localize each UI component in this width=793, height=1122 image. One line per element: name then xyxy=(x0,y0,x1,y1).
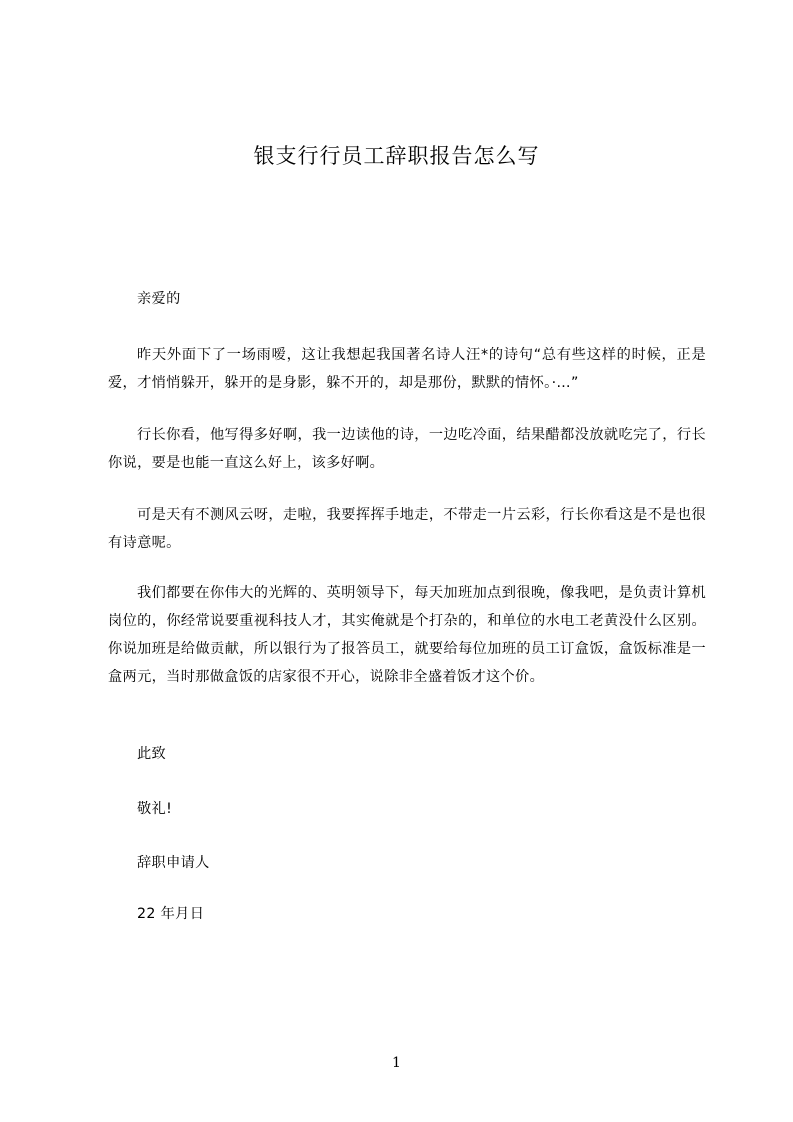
paragraph-2: 行长你看，他写得多好啊，我一边读他的诗，一边吃冷面，结果醋都没放就吃完了，行长你说，要是也能一直这么好上，该多好啊。 xyxy=(108,427,706,471)
paragraph-1: 昨天外面下了一场雨嗳，这让我想起我国著名诗人汪*的诗句“总有些这样的时候，正是爱，才悄悄躲开，躲开的是身影，躲不开的，却是那份，默默的情怀。·…” xyxy=(108,347,706,391)
paragraph-4: 我们都要在你伟大的光辉的、英明领导下，每天加班加点到很晚，像我吧，是负责计算机岗位的，你经常说要重视科技人才，其实俺就是个打杂的，和单位的水电工老黄没什么区别。你说加班是给做贡献，所以银行为了报答员工，就要给每位加班的员工订盒饭，盒饭标准是一盒两元，当时那做盒饭的店家很不开心，说除非全盛着饭才这个价。 xyxy=(108,585,706,685)
date-line: 22 年月日 xyxy=(137,906,205,922)
document-title: 银支行行员工辞职报告怎么写 xyxy=(253,144,540,168)
closing-salute: 敬礼! xyxy=(137,801,173,817)
paragraph-3: 可是天有不测风云呀，走啦，我要挥挥手地走，不带走一片云彩，行长你看这是不是也很有诗意呢。 xyxy=(108,507,706,551)
closing-phrase: 此致 xyxy=(137,746,167,762)
salutation: 亲爱的 xyxy=(137,291,181,307)
page-number: 1 xyxy=(392,1055,401,1071)
signature-line: 辞职申请人 xyxy=(137,855,210,871)
